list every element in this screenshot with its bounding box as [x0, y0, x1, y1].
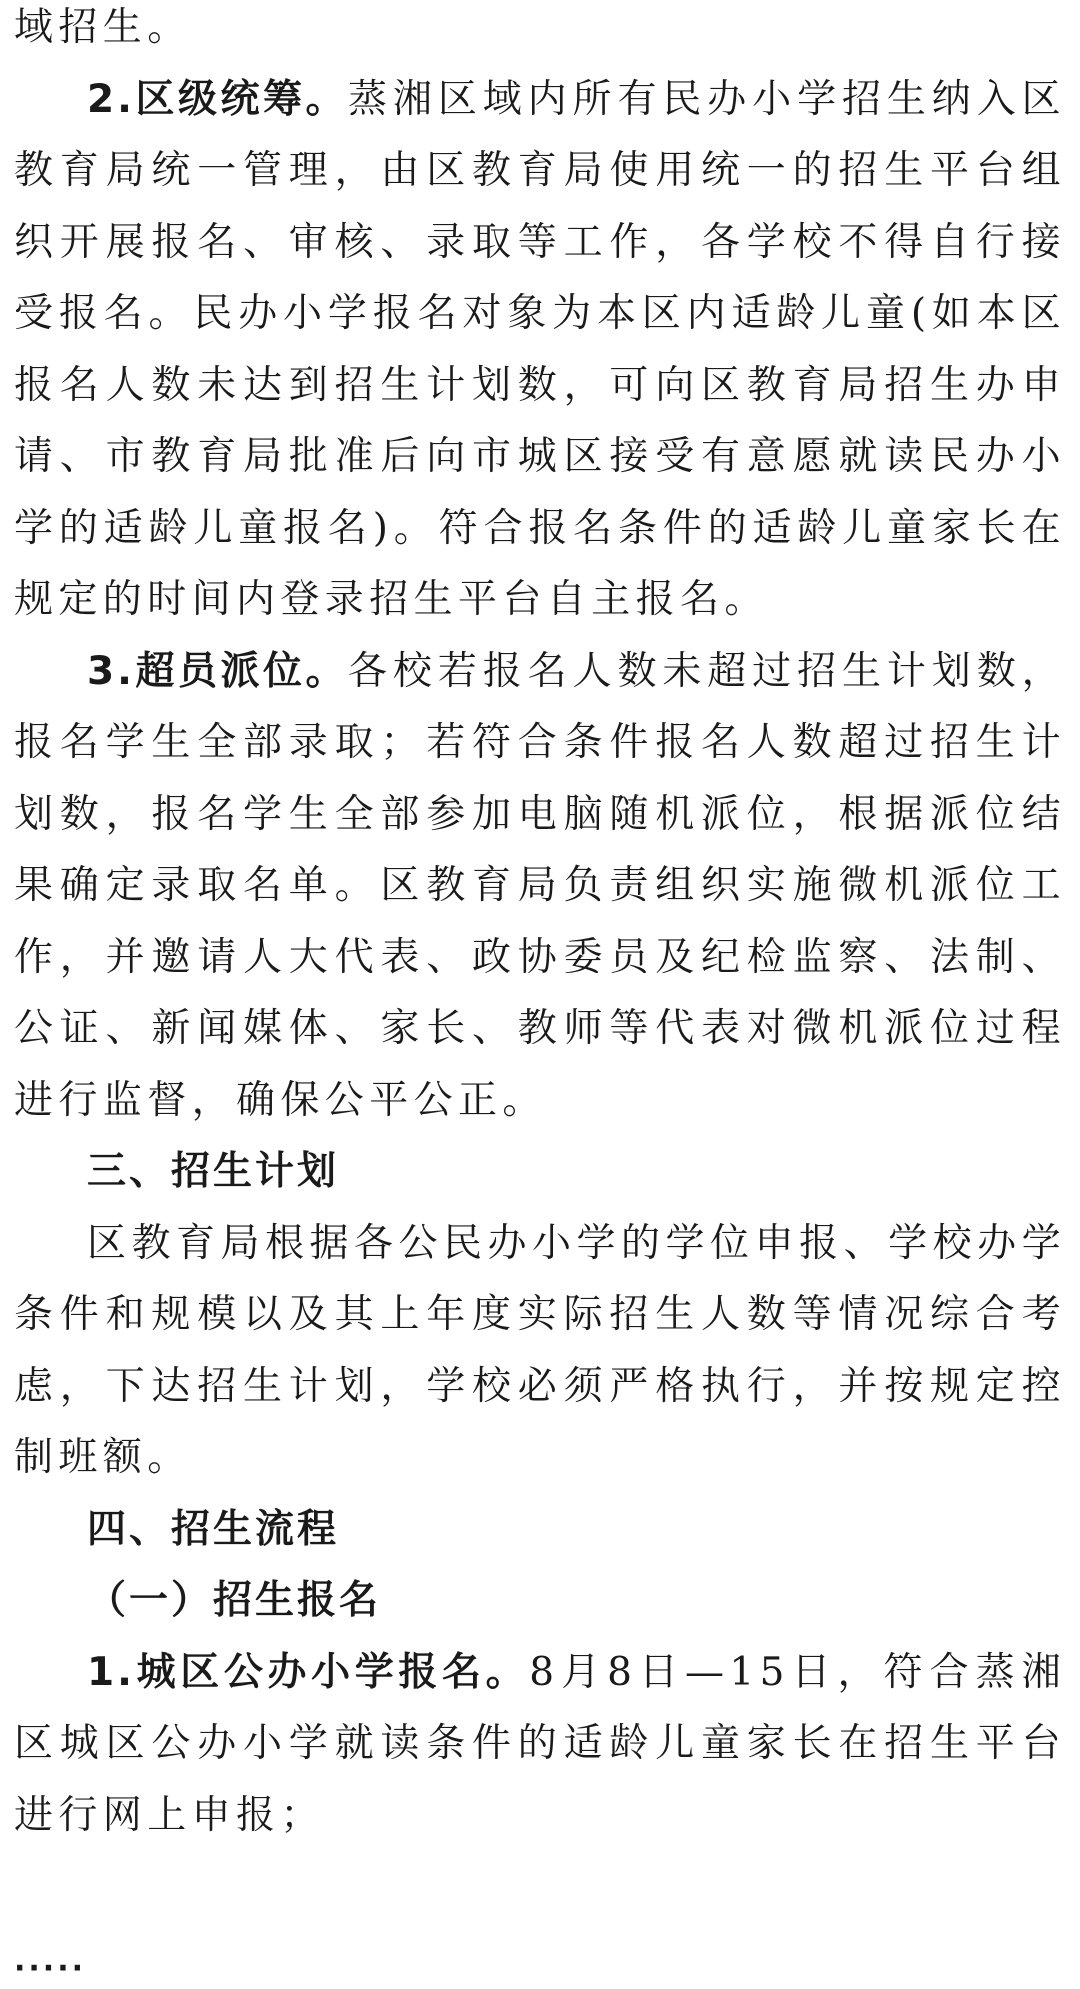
section-heading-enrollment-plan: 三、招生计划	[87, 1149, 340, 1194]
section-heading-enrollment-process: 四、招生流程	[87, 1506, 340, 1552]
subsection-heading-registration: （一）招生报名	[87, 1578, 382, 1623]
paragraph-urban-public-registration	[14, 1637, 1066, 1852]
paragraph-enrollment-plan: 区教育局根据各公民办小学的学位申报、学校办学条件和规模以及其上年度实际招生人数等情况综合考虑，下达招生计划，学校必须严格执行，并按规定控制班额。	[14, 1220, 1066, 1480]
paragraph-title: 3.超员派位。	[87, 648, 348, 694]
paragraph-oversubscription-lottery	[14, 636, 1066, 1137]
continuation-dots: ·····	[14, 1951, 86, 1986]
paragraph-district-coordination	[14, 64, 1066, 636]
paragraph-body: 8月8日—15日，符合蒸湘区城区公办小学就读条件的适龄儿童家长在招生平台进行网上申报；	[14, 1649, 1066, 1838]
paragraph-title: 2.区级统筹。	[87, 76, 348, 122]
paragraph-title: 1.城区公办小学报名。	[87, 1649, 530, 1695]
spacer	[14, 1851, 1066, 1931]
paragraph-body: 各校若报名人数未超过招生计划数，报名学生全部录取；若符合条件报名人数超过招生计划数，报名学生全部参加电脑随机派位，根据派位结果确定录取名单。区教育局负责组织实施微机派位工作，并邀请人大代表、政协委员及纪检监察、法制、公证、新闻媒体、家长、教师等代表对微机派位过程进行监督，确保公平公正。	[14, 648, 1067, 1123]
paragraph-continuation: 域招生。	[14, 5, 192, 50]
paragraph-body: 蒸湘区域内所有民办小学招生纳入区教育局统一管理，由区教育局使用统一的招生平台组织开展报名、审核、录取等工作，各学校不得自行接受报名。民办小学报名对象为本区内适龄儿童(如本区报名人数未达到招生计划数，可向区教育局招生办申请、市教育局批准后向市城区接受有意愿就读民办小学的适龄儿童报名)。符合报名条件的适龄儿童家长在规定的时间内登录招生平台自主报名。	[14, 76, 1067, 622]
